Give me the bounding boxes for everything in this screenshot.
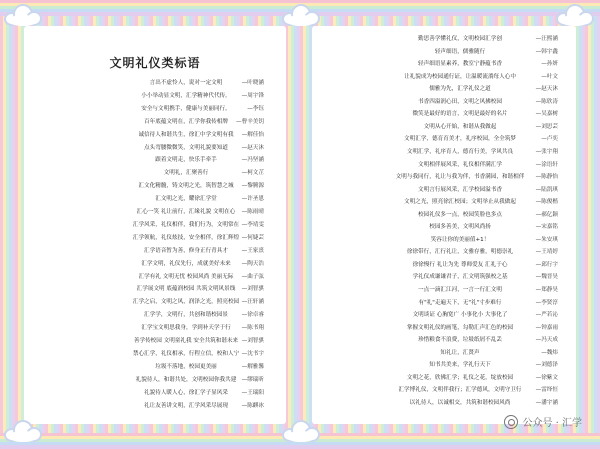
- slogan-author: —李靖雯: [241, 221, 264, 228]
- slogan-author: —柯文芷: [241, 170, 264, 177]
- slogan-text: 礼让友善讲文明，汇学风采尽展现: [144, 402, 228, 409]
- slogan-text: 学礼仪成谦谦君子，汇文明筑强校之基: [412, 274, 508, 281]
- slogan-text: 文明之光，照亮徐汇校园；文明举止从我做起: [404, 199, 516, 206]
- slogan-text: 徐徐慢行 礼让为先 尊师爱友 汇礼于心: [412, 261, 508, 268]
- slogan-text: 点头弯腰微微笑，文明礼貌要知道: [144, 144, 228, 151]
- slogan-author: —王家熹: [241, 247, 264, 254]
- slogan-author: —周宇锋: [241, 92, 264, 99]
- slogan-author: —沈书宇: [241, 350, 264, 357]
- slogan-text: 汇文明之光，耀徐汇学堂: [155, 196, 217, 203]
- slogan-author: —雷绎恒: [535, 387, 558, 394]
- slogan-author: —涂语轩: [535, 161, 558, 168]
- slogan-author: —卢奕: [541, 136, 558, 143]
- slogan-text: 书香四溢润心田，文明之风拂校园: [418, 98, 502, 105]
- slogan-text: 汇学风采，礼仪相伴，我们行为，文明常在: [132, 221, 240, 228]
- slogan-text: 汇学之启，文明之风，润泽之光，照亮校园: [132, 299, 240, 306]
- slogan-author: —刘思芸: [535, 123, 558, 130]
- slogan-text: 轻声细语，儒雅随行: [434, 48, 486, 55]
- slogan-author: —陈书翔: [241, 325, 264, 332]
- cloud-decoration: [282, 2, 322, 28]
- slogan-author: —曹辛美钥: [236, 118, 264, 125]
- slogan-text: 禁心汇学，礼仪相承，行程立信，校和人宁: [132, 350, 240, 357]
- slogan-author: —陆凯琪: [535, 186, 558, 193]
- watermark: [504, 414, 582, 429]
- slogan-author: —王靖婷: [535, 249, 558, 256]
- slogan-author: —陈雨晴: [241, 209, 264, 215]
- slogan-author: —何婕芸: [241, 234, 264, 241]
- slogan-text: 珍惜粮食不浪费，垃圾纸屑不乱丢: [418, 337, 502, 344]
- page-title: 文明礼仪类标语: [109, 56, 201, 70]
- slogan-text: 知书共美来，学礼行天下: [429, 362, 491, 369]
- slogan-text: 校园礼仪多一点，校园笑脸也多点: [418, 211, 502, 218]
- slogan-author: —潘宇涵: [535, 399, 558, 406]
- slogan-text: 儒雅为先，汇学礼仪之道: [429, 86, 491, 93]
- slogan-author: —刘智骐: [241, 338, 264, 344]
- slogan-text: 文明从心开始，和谐从我做起: [423, 123, 497, 130]
- slogan-text: 微笑是最好的语言，文明是最好的名片: [412, 111, 508, 118]
- slogan-text: 文明礼，汇聚善行: [163, 170, 209, 177]
- slogan-text: 文明相伴展风采，礼仪相伴满汇学: [418, 161, 502, 168]
- slogan-text: 汇学学，文明行，共创和谐校园景: [144, 312, 228, 319]
- slogan-text: 汇学展文明 底蕴润校园 共筑文明风景线: [136, 286, 236, 293]
- slogan-author: —严若沁: [535, 312, 558, 319]
- slogan-author: —李钰: [247, 105, 264, 112]
- slogan-text: 汇心一笑 礼让前行，汇缘礼貌 文明在心: [136, 209, 236, 215]
- slogan-author: —叶文: [541, 73, 558, 80]
- slogan-author: —邱行宇: [535, 261, 558, 268]
- slogan-text: 汇学宝文明思我身，学到补天学于行: [141, 325, 231, 332]
- slogan-text: 以礼待人，以诚相交，共筑和谐校园风尚: [409, 399, 511, 406]
- slogan-text: 知礼让，汇贤声: [440, 349, 480, 356]
- slogan-text: 有"礼"走遍天下，无"礼"寸步难行: [418, 299, 502, 306]
- cloud-decoration: [282, 418, 322, 444]
- slogan-author: —陶天浩: [241, 260, 264, 267]
- slogan-text: 笑容让你的美丽值+1！: [430, 236, 490, 243]
- slogan-text: 百年底蕴文明在，汇学你我传相牌: [144, 118, 228, 125]
- slogan-author: —陈静怡: [535, 174, 558, 181]
- slogan-author: —刘智骐: [241, 286, 264, 293]
- slogan-author: —徐卓睿: [241, 312, 264, 319]
- slogan-author: —魏晋昊: [535, 274, 558, 281]
- slogan-author: —钟嘉雨: [535, 324, 558, 331]
- slogan-text: 汇学领航，礼仪炫技，安全相伴，徐汇辉煌: [132, 234, 240, 241]
- slogan-text: 跟着文明走，快乐手牵手: [155, 157, 217, 164]
- slogan-author: —韩宇鑫: [535, 48, 558, 55]
- slogan-text: 徐徐带行，汇行礼让，文雅存雅，明德崇礼: [406, 249, 514, 256]
- slogan-author: —赵天沐: [241, 144, 264, 151]
- slogan-text: 文明与我同行，礼让与我为伴，书香满园，和谐相伴: [395, 174, 525, 181]
- slogan-text: 小小举动显文明，汇学精神代代传。: [141, 92, 231, 99]
- right-page: [312, 26, 576, 424]
- cloud-decoration: [4, 418, 44, 444]
- cloud-decoration: [4, 2, 44, 28]
- slogan-author: —陈欣涛: [535, 98, 558, 105]
- slogan-author: —赵天沐: [535, 86, 558, 93]
- slogan-author: —孙妍: [541, 61, 558, 68]
- slogan-author: —魏炜: [541, 349, 558, 356]
- slogan-text: 汇学文明，礼仪先行，成就美好未来: [141, 260, 231, 267]
- slogan-text: 一点一滴汇江河，一言一行汇文明: [418, 287, 502, 293]
- slogan-author: —吴嘉树: [535, 111, 558, 118]
- slogan-text: 礼貌待人，和谐共处，文明校园你我共建: [135, 376, 237, 383]
- left-page: [24, 26, 286, 424]
- slogan-author: —朱安琪: [535, 236, 558, 243]
- slogan-author: —冯天成: [535, 337, 558, 344]
- slogan-author: —解雅馨: [241, 363, 264, 370]
- slogan-author: —刘德泽: [535, 362, 558, 369]
- slogan-text: 汇学有礼 文明无忧 校园风尚 美丽无际: [138, 273, 234, 280]
- slogan-author: —叶晓涵: [241, 80, 264, 86]
- slogan-author: —汪轩涵: [241, 299, 264, 306]
- slogan-author: —许圣恩: [241, 196, 264, 203]
- slogan-author: —黎腾源: [241, 183, 264, 190]
- slogan-author: —缪瑞昕: [241, 376, 264, 383]
- watermark-text: 公众号 · 汇学: [522, 418, 582, 429]
- slogan-text: 文明汇学，礼序育人，德育行美，学风共良: [406, 148, 514, 155]
- cloud-decoration: [556, 2, 596, 28]
- slogan-text: 勤思善学懂礼仪，文明校园汇学创: [418, 36, 502, 42]
- slogan-text: 汇文化精髓，铸文明之光，筑智慧之城: [138, 183, 234, 190]
- slogan-text: 掌握文明礼仪的画笔，勾勒汇声汇色的校园: [406, 324, 514, 331]
- slogan-author: —张宇翔: [535, 148, 558, 155]
- slogan-text: 文明谈证 心胸宽广 小事化小 大事化了: [412, 312, 508, 319]
- slogan-text: 文明言行展风采，汇学校园溢书香: [418, 186, 502, 193]
- wechat-official-account-icon: [504, 415, 518, 429]
- slogan-author: —汪熙涵: [535, 36, 558, 42]
- slogan-text: 垃圾不落地，校园更美丽: [155, 363, 217, 370]
- slogan-text: 文明汇学，德育育美才，礼序校园，全全筑梦: [404, 136, 516, 143]
- slogan-author: —徐紫文: [535, 374, 558, 381]
- slogan-text: 诚信待人和谐共生，徐汇中学文明有我: [138, 131, 234, 138]
- slogan-author: —宋嘉铭: [535, 224, 558, 231]
- slogan-text: 善学传校园 文明童礼我 安全共筑和谐未来: [133, 338, 239, 344]
- slogan-text: 言出不虚怜人，说对一定文明: [149, 80, 223, 86]
- slogan-text: 安全与文明携手，健康与美丽同行。: [141, 105, 231, 112]
- slogan-author: —李贤淳: [535, 299, 558, 306]
- slogan-text: 轻声细语显素养，教室宁静蕴书香: [418, 61, 502, 68]
- slogan-author: —郑静昊: [535, 287, 558, 293]
- slogan-text: 文明之花，欣佛汇学；礼仪之花，绽放校园: [406, 374, 514, 381]
- slogan-author: —陈俊楷: [535, 199, 558, 206]
- slogan-text: 汇学博礼仪，文明伴我行；汇学德风，文明守卫行: [398, 387, 522, 394]
- slogan-text: 让礼貌成为校园通行证，让温暖流淌每人心中: [404, 73, 516, 80]
- slogan-author: —冯坚涵: [241, 157, 264, 164]
- slogan-author: —解佳怡: [241, 131, 264, 138]
- slogan-author: —王瑞阳: [241, 389, 264, 396]
- slogan-text: 礼貌待人暖人心，徐汇学子显风采: [144, 389, 228, 396]
- slogan-author: —陈麒冰: [241, 402, 264, 409]
- slogan-text: 校园多善美，文明风尚扬: [429, 224, 491, 231]
- slogan-author: —郝亿颖: [535, 211, 558, 218]
- slogan-text: 汇学语音暂为善，修身正行青具才: [144, 247, 228, 254]
- slogan-author: —曲子弦: [241, 273, 264, 280]
